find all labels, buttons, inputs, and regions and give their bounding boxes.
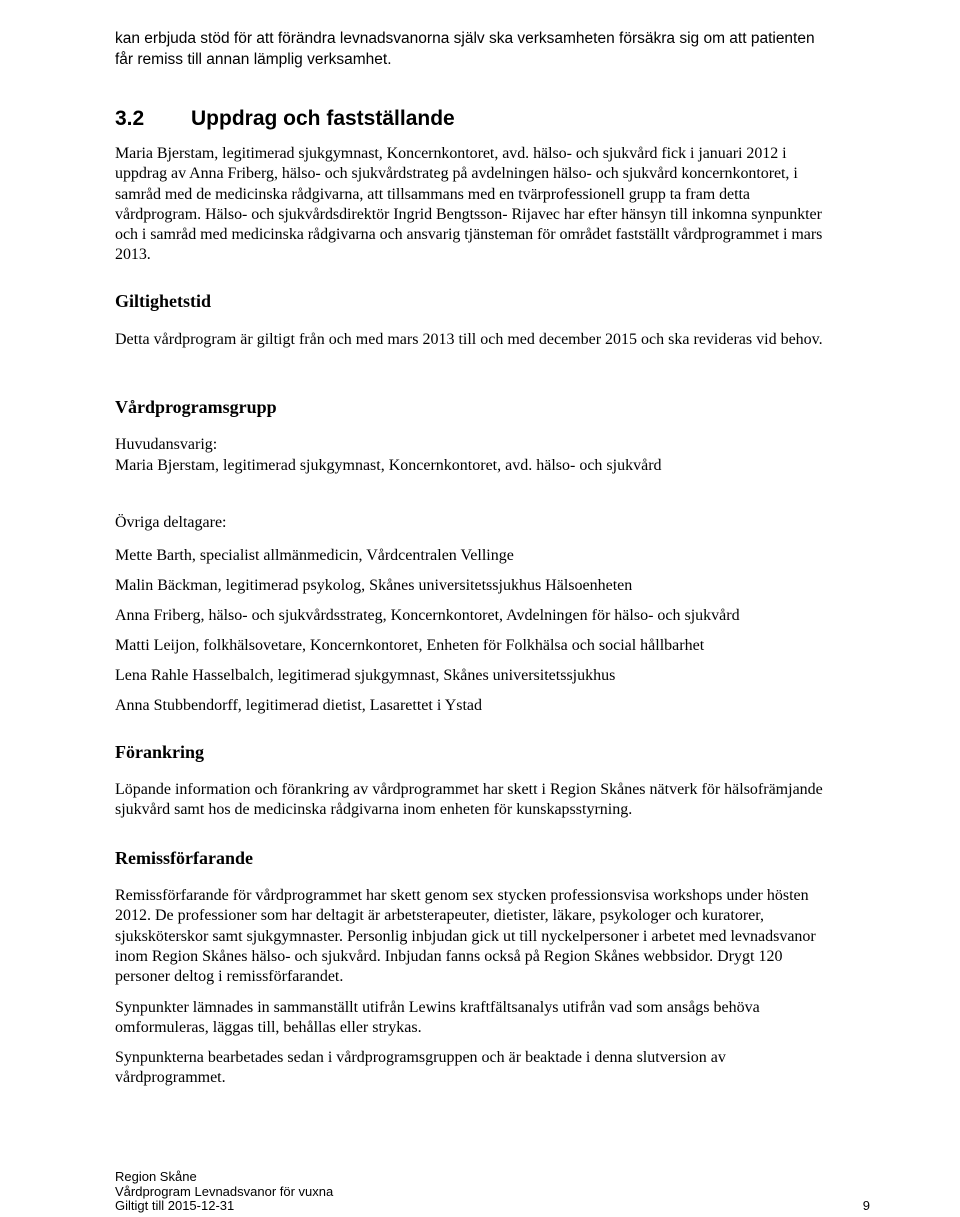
deltagare-item: Anna Stubbendorff, legitimerad dietist, Lasarettet i Ystad [115,697,483,714]
uppdrag-paragraph: Maria Bjerstam, legitimerad sjukgymnast, Koncernkontoret, avd. hälso- och sjukvård fick i januari 2012 i uppdrag av Anna Friberg, hälso- och sjukvårdstrateg på avdelningen hälso- och sjukvård koncernkontoret, i samråd med de medicinska rådgivarna, att tillsammans med en tvärprofessionell grupp ta fram detta vårdprogram. Hälso- och sjukvårdsdirektör Ingrid Bengtsson- Rijavec har efter hänsyn till inkomna synpunkter och i samråd med medicinska rådgivarna och ansvarig tjänsteman för området fastställt vårdprogrammet i mars 2013. [115,145,823,264]
page-number: 9 [862,1198,870,1213]
deltagare-item: Mette Barth, specialist allmänmedicin, Vårdcentralen Vellinge [115,547,514,564]
footer-valid-date: Giltigt till 2015-12-31 [115,1198,235,1213]
section-title: Uppdrag och fastställande [191,107,455,130]
document-page [115,28,835,1087]
giltighetstid-paragraph: Detta vårdprogram är giltigt från och med mars 2013 till och med december 2015 och ska revideras vid behov. [115,331,823,348]
forankring-paragraph: Löpande information och förankring av vårdprogrammet har skett i Region Skånes nätverk för hälsofrämjande sjukvård samt hos de medicinska rådgivarna inom enheten för kunskapsstyrning. [115,781,823,819]
huvudansvarig-label: Huvudansvarig: [115,436,218,453]
ovriga-label: Övriga deltagare: [115,514,227,531]
intro-paragraph: kan erbjuda stöd för att förändra levnadsvanorna själv ska verksamheten försäkra sig om att patienten får remiss till annan lämplig verksamhet. [115,30,815,68]
page-footer [115,1170,870,1214]
deltagare-item: Anna Friberg, hälso- och sjukvårdsstrateg, Koncernkontoret, Avdelningen för hälso- och sjukvård [115,607,740,624]
huvudansvarig-name: Maria Bjerstam, legitimerad sjukgymnast, Koncernkontoret, avd. hälso- och sjukvård [115,457,662,474]
footer-doc-title: Vårdprogram Levnadsvanor för vuxna [115,1183,334,1199]
deltagare-item: Malin Bäckman, legitimerad psykolog, Skånes universitetssjukhus Hälsoenheten [115,577,633,594]
remiss-paragraph-1: Remissförfarande för vårdprogrammet har skett genom sex stycken professionsvisa workshops under hösten 2012. De professioner som har deltagit är arbetsterapeuter, dietister, läkare, psykologer och kuratorer, sjuksköterskor samt sjukgymnaster. Personlig inbjudan gick ut till nyckelpersoner i arbetet med levnadsvanor inom Region Skånes hälso- och sjukvård. Inbjudan fanns också på Region Skånes webbsidor. Drygt 120 personer deltog i remissförfarandet. [115,887,816,986]
footer-org: Region Skåne [115,1169,197,1184]
remissforfarande-heading: Remissförfarande [115,848,253,868]
forankring-heading: Förankring [115,742,205,762]
vardprogramsgrupp-heading: Vårdprogramsgrupp [115,397,277,417]
remiss-paragraph-3: Synpunkterna bearbetades sedan i vårdprogramsgruppen och är beaktade i denna slutversion av vårdprogrammet. [115,1049,726,1087]
section-heading [115,107,455,131]
giltighetstid-heading: Giltighetstid [115,291,212,311]
section-number: 3.2 [115,107,145,130]
deltagare-item: Lena Rahle Hasselbalch, legitimerad sjukgymnast, Skånes universitetssjukhus [115,667,616,684]
deltagare-item: Matti Leijon, folkhälsovetare, Koncernkontoret, Enheten för Folkhälsa och social hållbarhet [115,637,705,654]
remiss-paragraph-2: Synpunkter lämnades in sammanställt utifrån Lewins kraftfältsanalys utifrån vad som ansågs behöva omformuleras, läggas till, behållas eller strykas. [115,999,760,1037]
